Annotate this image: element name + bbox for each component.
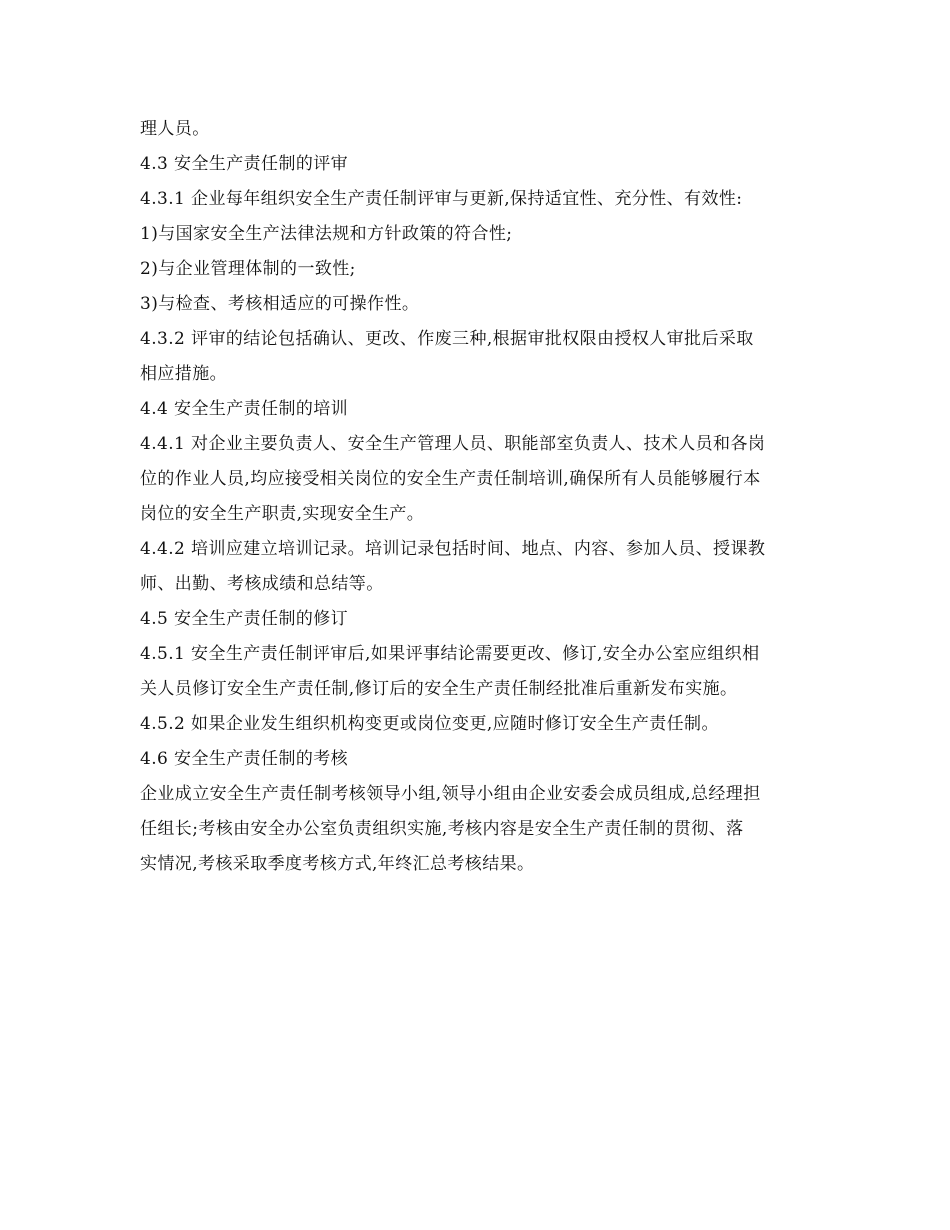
text-line: 位的作业人员,均应接受相关岗位的安全生产责任制培训,确保所有人员能够履行本 [140,469,761,489]
section-heading: 4.5 安全生产责任制的修订 [140,609,349,629]
section-heading: 4.6 安全生产责任制的考核 [140,749,349,769]
text-line: 4.5.2 如果企业发生组织机构变更或岗位变更,应随时修订安全生产责任制。 [140,714,719,734]
list-item: 1)与国家安全生产法律法规和方针政策的符合性; [140,224,513,244]
text-line: 4.3.1 企业每年组织安全生产责任制评审与更新,保持适宜性、充分性、有效性: [140,189,743,209]
text-line: 岗位的安全生产职责,实现安全生产。 [140,504,425,524]
text-line: 4.3.2 评审的结论包括确认、更改、作废三种,根据审批权限由授权人审批后采取 [140,329,754,349]
text-line: 理人员。 [140,119,210,139]
text-line: 相应措施。 [140,364,227,384]
text-line: 师、出勤、考核成绩和总结等。 [140,574,384,594]
list-item: 3)与检查、考核相适应的可操作性。 [140,294,420,314]
text-line: 企业成立安全生产责任制考核领导小组,领导小组由企业安委会成员组成,总经理担 [140,784,761,804]
document-body [140,112,820,882]
text-line: 4.4.1 对企业主要负责人、安全生产管理人员、职能部室负责人、技术人员和各岗 [140,434,766,454]
text-line: 关人员修订安全生产责任制,修订后的安全生产责任制经批准后重新发布实施。 [140,679,738,699]
text-line: 4.5.1 安全生产责任制评审后,如果评事结论需要更改、修订,安全办公室应组织相 [140,644,760,664]
section-heading: 4.3 安全生产责任制的评审 [140,154,349,174]
text-line: 任组长;考核由安全办公室负责组织实施,考核内容是安全生产责任制的贯彻、落 [140,819,744,839]
text-line: 4.4.2 培训应建立培训记录。培训记录包括时间、地点、内容、参加人员、授课教 [140,539,766,559]
list-item: 2)与企业管理体制的一致性; [140,259,356,279]
text-line: 实情况,考核采取季度考核方式,年终汇总考核结果。 [140,854,535,874]
section-heading: 4.4 安全生产责任制的培训 [140,399,349,419]
